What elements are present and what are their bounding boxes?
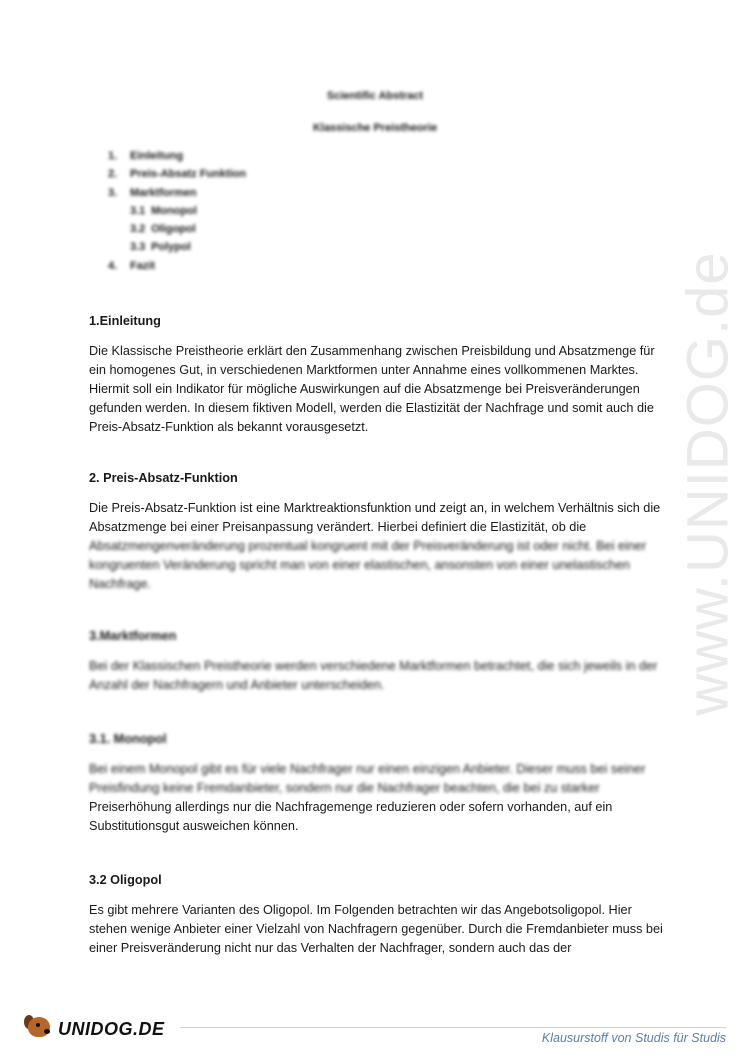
section-heading: 3.Marktformen — [89, 629, 177, 643]
toc-item: 4. Fazit — [108, 259, 156, 272]
logo-text: UNIDOG.DE — [58, 1018, 165, 1039]
section-preis-absatz-funktion — [89, 469, 669, 594]
footer-divider — [180, 1027, 726, 1028]
footer-tagline: Klausurstoff von Studis für Studis — [541, 1031, 726, 1045]
toc-item: 3. Marktformen — [108, 186, 197, 199]
section-marktformen — [89, 627, 669, 695]
table-of-contents — [108, 147, 246, 275]
toc-subitem: 3.3 Polypol — [130, 241, 191, 254]
document-title: Scientific Abstract — [326, 90, 424, 102]
document-subtitle: Klassische Preistheorie — [312, 122, 438, 134]
watermark: www.UNIDOG.de — [675, 251, 741, 716]
section-heading: 3.2 Oligopol — [89, 873, 162, 887]
toc-item: 2. Preis-Absatz Funktion — [108, 168, 247, 181]
toc-item: 1. Einleitung — [108, 150, 184, 162]
section-text: Die Klassische Preistheorie erklärt den Zusammenhang zwischen Preisbildung und Absatzmenge für ein homogenes Gut, in verschiedenen Marktformen unter Annahme eines vollkommenen Marktes. Hiermit soll ein Indikator für mögliche Auswirkungen auf die Absatzmenge bei Preisveränderungen gefunden werden. In diesem fiktiven Modell, werden die Elastizität der Nachfrage und somit auch die Preis-Absatz-Funktion als bekannt vorausgesetzt. — [89, 344, 655, 434]
section-text: Bei einem Monopol gibt es für viele Nachfrager nur einen einzigen Anbieter. Dieser muss bei seiner Preisfindung keine Fremdanbieter, sondern nur die Nachfrager beachten, die bei zu starker Preiserhöhung allerdings nur die Nachfragemenge reduzieren oder sofern vorhanden, auf ein Substitutionsgut ausweichen können. — [89, 762, 646, 833]
unidog-logo[interactable] — [22, 1013, 165, 1045]
section-heading: 3.1. Monopol — [89, 732, 167, 746]
section-text: Bei der Klassischen Preistheorie werden verschiedene Marktformen betrachtet, die sich jeweils in der Anzahl der Nachfragern und Anbieter unterscheiden. — [89, 659, 658, 692]
section-text: Es gibt mehrere Varianten des Oligopol. Im Folgenden betrachten wir das Angebotsoligopol. Hier stehen wenige Anbieter einer Vielzahl von Nachfragern gegenüber. Durch die Fremdanbieter muss bei einer Preisveränderung nicht nur das Verhalten der Nachfrager, sondern auch das der — [89, 903, 663, 955]
section-oligopol — [89, 871, 669, 958]
section-monopol — [89, 730, 669, 836]
toc-subitem: 3.2 Oligopol — [130, 223, 196, 236]
toc-subitem: 3.1 Monopol — [130, 204, 197, 217]
section-heading: 1.Einleitung — [89, 314, 161, 328]
section-heading: 2. Preis-Absatz-Funktion — [89, 471, 238, 485]
dog-mascot-icon — [22, 1013, 56, 1045]
section-einleitung — [89, 312, 669, 437]
section-text: Die Preis-Absatz-Funktion ist eine Marktreaktionsfunktion und zeigt an, in welchem Verhältnis sich die Absatzmenge bei einer Preisanpassung verändert. Hierbei definiert die Elastizität, ob die Absatzmengenveränderung prozentual kongruent mit der Preisveränderung ist oder nicht. Bei einer kongruenten Veränderung spricht man von einer elastischen, ansonsten von einer unelastischen Nachfrage. — [89, 501, 661, 591]
document-header — [0, 90, 750, 134]
